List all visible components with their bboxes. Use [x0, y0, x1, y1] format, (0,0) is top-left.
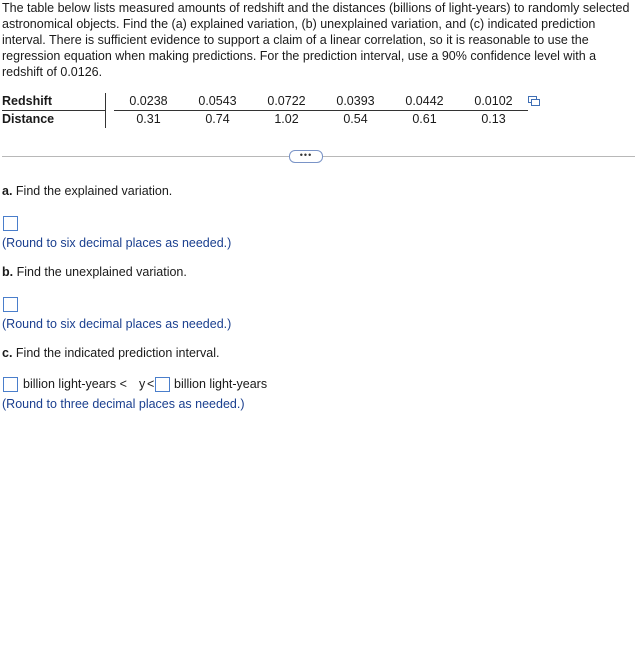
interval-variable: y [139, 377, 146, 391]
hint-c: (Round to three decimal places as needed.) [2, 397, 245, 411]
table-cell: 0.0442 [390, 93, 459, 111]
table-cell: 0.0393 [321, 93, 390, 111]
problem-statement: The table below lists measured amounts of redshift and the distances (billions of light-years) to randomly selected astronomical objects. Find the (a) explained variation, (b) unexplained variation, and (c) indicated prediction interval. There is sufficient evidence to support a claim of a linear correlation, so it is reasonable to use the regression equation when making predictions. For the prediction interval, use a 90% confidence level with a redshift of 0.0126. [2, 1, 630, 79]
question-c [2, 346, 220, 360]
hint-b: (Round to six decimal places as needed.) [2, 317, 232, 331]
question-letter: c. [2, 346, 13, 360]
table-cell: 0.54 [343, 112, 368, 126]
copy-icon[interactable] [528, 96, 540, 106]
answer-b-input[interactable] [3, 297, 18, 312]
question-b [2, 265, 187, 279]
expand-more-button[interactable]: ••• [289, 150, 323, 163]
interval-less-than: < [147, 377, 155, 391]
row-label-distance: Distance [2, 112, 55, 126]
table-row-distance [2, 111, 528, 129]
table-cell: 0.13 [481, 112, 506, 126]
table-cell: 0.74 [205, 112, 230, 126]
hint-a: (Round to six decimal places as needed.) [2, 236, 232, 250]
table-cell: 0.0543 [183, 93, 252, 111]
interval-left-unit: billion light-years < [23, 377, 127, 391]
table-cell: 1.02 [274, 112, 299, 126]
question-text: Find the unexplained variation. [16, 265, 187, 279]
table-cell: 0.0102 [459, 93, 528, 111]
answer-a-input[interactable] [3, 216, 18, 231]
question-a [2, 184, 172, 198]
interval-right-unit: billion light-years [174, 377, 268, 391]
table-cell: 0.0722 [252, 93, 321, 111]
interval-lower-input[interactable] [3, 377, 18, 392]
interval-upper-input[interactable] [155, 377, 170, 392]
table-cell: 0.31 [136, 112, 161, 126]
row-label-redshift: Redshift [2, 93, 106, 111]
question-text: Find the explained variation. [15, 184, 173, 198]
table-cell: 0.61 [412, 112, 437, 126]
table-cell: 0.0238 [114, 93, 183, 111]
data-table [2, 93, 528, 128]
question-letter: b. [2, 265, 14, 279]
question-text: Find the indicated prediction interval. [15, 346, 220, 360]
question-letter: a. [2, 184, 13, 198]
table-row-redshift [2, 93, 528, 111]
